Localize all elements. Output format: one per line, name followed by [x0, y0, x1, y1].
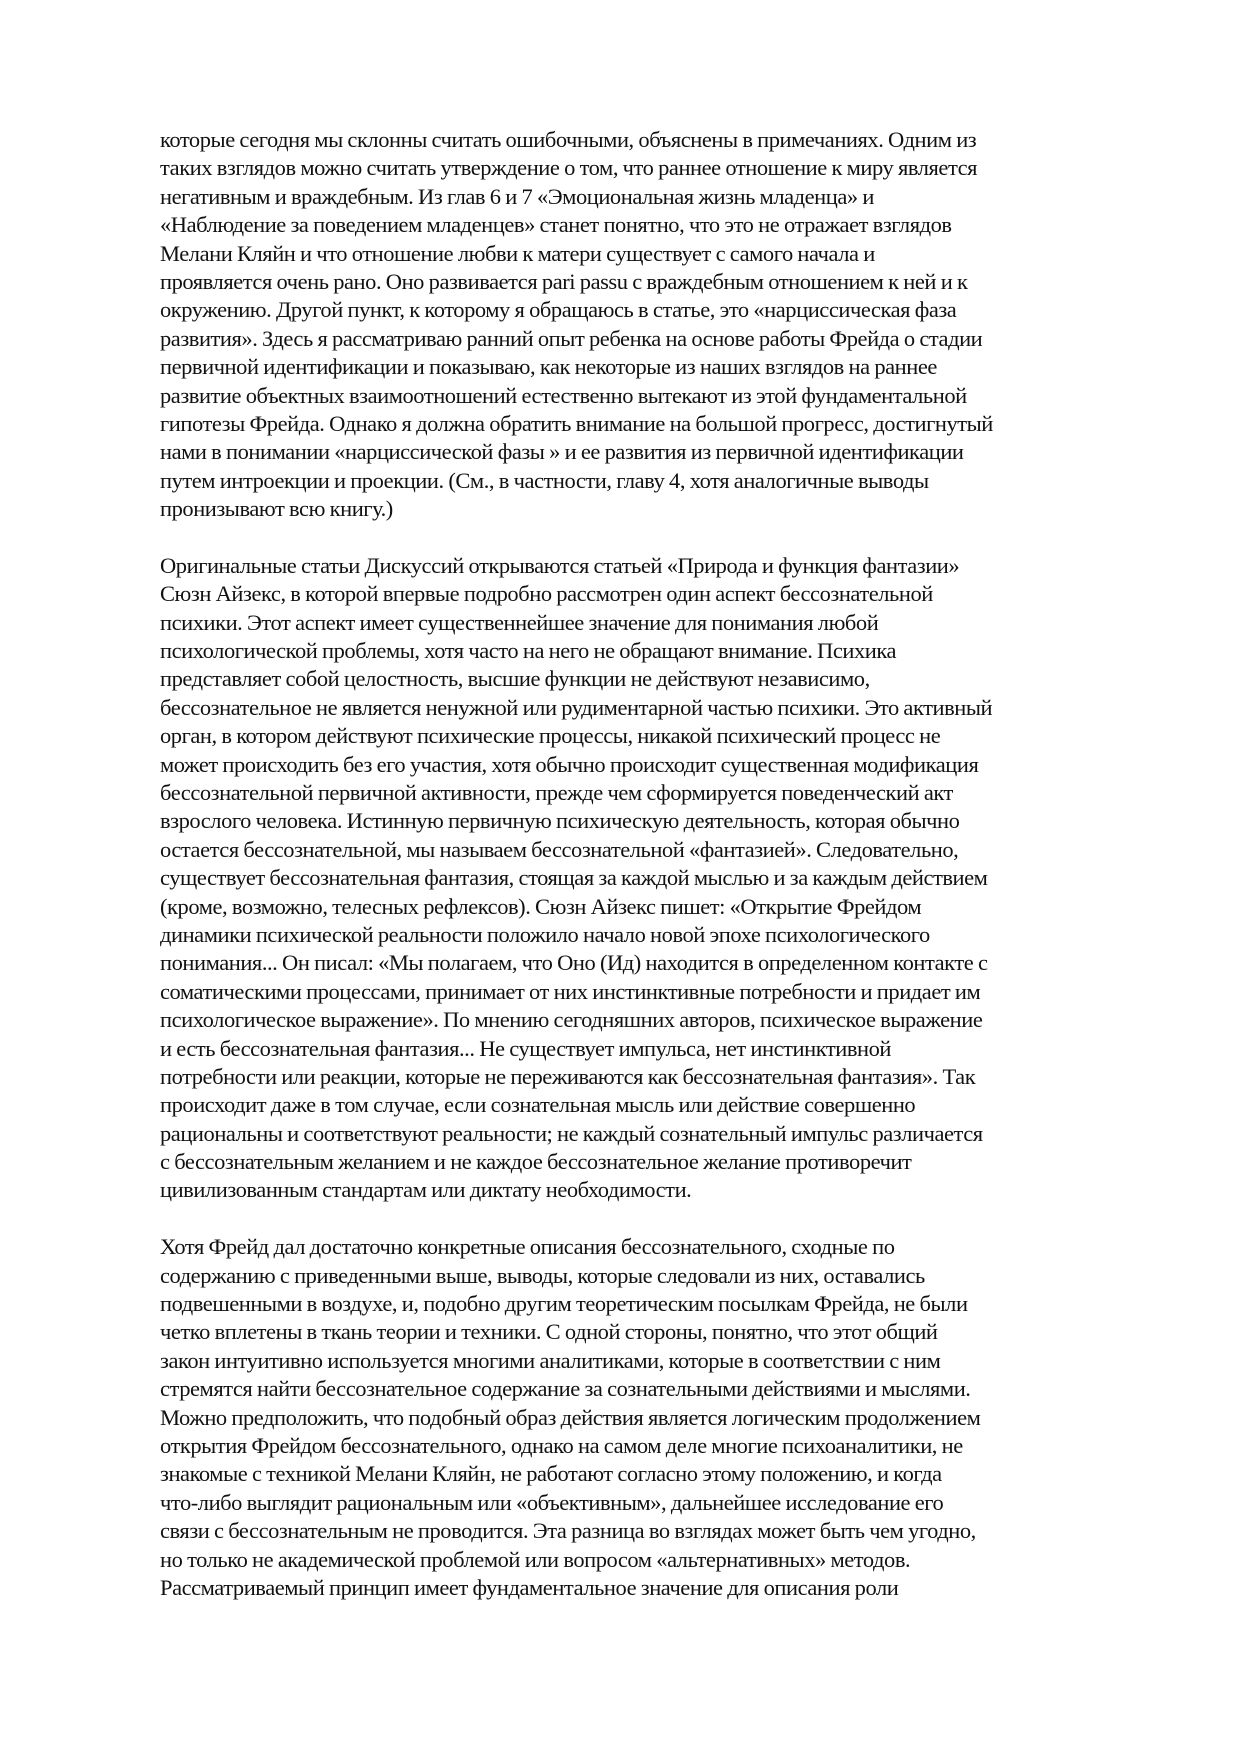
text-line: орган, в котором действуют психические процессы, никакой психический процесс не: [160, 723, 941, 749]
text-line: происходит даже в том случае, если сознательная мысль или действие совершенно: [160, 1092, 916, 1118]
text-line: «Наблюдение за поведением младенцев» станет понятно, что это не отражает взглядов: [160, 212, 952, 238]
text-line: может происходить без его участия, хотя обычно происходит существенная модификация: [160, 751, 979, 777]
text-line: но только не академической проблемой или вопросом «альтернативных» методов.: [160, 1546, 911, 1572]
text-line: Рассматриваемый принцип имеет фундаментальное значение для описания роли: [160, 1574, 899, 1600]
text-line: психологическое выражение». По мнению сегодняшних авторов, психическое выражение: [160, 1007, 983, 1033]
paragraph-1: [160, 126, 1080, 523]
text-line: психики. Этот аспект имеет существеннейшее значение для понимания любой: [160, 609, 879, 635]
text-line: закон интуитивно используется многими аналитиками, которые в соответствии с ним: [160, 1347, 941, 1373]
text-line: Мелани Кляйн и что отношение любви к матери существует с самого начала и: [160, 240, 875, 266]
text-line: Хотя Фрейд дал достаточно конкретные описания бессознательного, сходные по: [160, 1234, 895, 1260]
text-line: открытия Фрейдом бессознательного, однако на самом деле многие психоаналитики, не: [160, 1432, 963, 1458]
text-line: окружению. Другой пункт, к которому я обращаюсь в статье, это «нарциссическая фаза: [160, 297, 957, 323]
document-body: [160, 126, 1080, 1602]
text-line: стремятся найти бессознательное содержание за сознательными действиями и мыслями.: [160, 1376, 971, 1402]
text-line: нами в понимании «нарциссической фазы » и ее развития из первичной идентификации: [160, 439, 964, 465]
text-line: представляет собой целостность, высшие функции не действуют независимо,: [160, 666, 870, 692]
text-line: пронизывают всю книгу.): [160, 496, 393, 522]
text-line: содержанию с приведенными выше, выводы, которые следовали из них, оставались: [160, 1262, 925, 1288]
text-line: остается бессознательной, мы называем бессознательной «фантазией». Следовательно,: [160, 836, 959, 862]
text-line: соматическими процессами, принимает от них инстинктивные потребности и придает им: [160, 978, 981, 1004]
text-line: (кроме, возможно, телесных рефлексов). Сюзн Айзекс пишет: «Открытие Фрейдом: [160, 893, 922, 919]
text-line: с бессознательным желанием и не каждое бессознательное желание противоречит: [160, 1149, 912, 1175]
paragraph-gap: [160, 1205, 1080, 1233]
text-line: динамики психической реальности положило начало новой эпохе психологического: [160, 921, 930, 947]
text-line: подвешенными в воздухе, и, подобно другим теоретическим посылкам Фрейда, не были: [160, 1291, 968, 1317]
text-line: существует бессознательная фантазия, стоящая за каждой мыслью и за каждым действием: [160, 865, 988, 891]
text-line: Можно предположить, что подобный образ действия является логическим продолжением: [160, 1404, 981, 1430]
paragraph-2: [160, 552, 1080, 1205]
paragraph-gap: [160, 523, 1080, 551]
text-line: гипотезы Фрейда. Однако я должна обратить внимание на большой прогресс, достигнутый: [160, 410, 993, 436]
text-line: и есть бессознательная фантазия... Не существует импульса, нет инстинктивной: [160, 1035, 892, 1061]
text-line: потребности или реакции, которые не переживаются как бессознательная фантазия». Так: [160, 1063, 976, 1089]
text-line: развитие объектных взаимоотношений естественно вытекают из этой фундаментальной: [160, 382, 967, 408]
text-line: понимания... Он писал: «Мы полагаем, что Оно (Ид) находится в определенном контакте с: [160, 950, 988, 976]
text-line: бессознательное не является ненужной или рудиментарной частью психики. Это активный: [160, 694, 993, 720]
text-line: взрослого человека. Истинную первичную психическую деятельность, которая обычно: [160, 808, 960, 834]
paragraph-3: [160, 1233, 1080, 1602]
text-line: путем интроекции и проекции. (См., в частности, главу 4, хотя аналогичные выводы: [160, 467, 929, 493]
text-line: Сюзн Айзекс, в которой впервые подробно рассмотрен один аспект бессознательной: [160, 581, 933, 607]
text-line: знакомые с техникой Мелани Кляйн, не работают согласно этому положению, и когда: [160, 1461, 942, 1487]
text-line: четко вплетены в ткань теории и техники. С одной стороны, понятно, что этот общий: [160, 1319, 938, 1345]
text-line: негативным и враждебным. Из глав 6 и 7 «Эмоциональная жизнь младенца» и: [160, 183, 874, 209]
text-line: бессознательной первичной активности, прежде чем сформируется поведенческий акт: [160, 779, 953, 805]
text-line: рациональны и соответствуют реальности; не каждый сознательный импульс различается: [160, 1120, 983, 1146]
text-line: развития». Здесь я рассматриваю ранний опыт ребенка на основе работы Фрейда о стадии: [160, 325, 983, 351]
text-line: таких взглядов можно считать утверждение о том, что раннее отношение к миру является: [160, 155, 978, 181]
text-line: связи с бессознательным не проводится. Эта разница во взглядах может быть чем угодно,: [160, 1518, 976, 1544]
text-line: что-либо выглядит рациональным или «объективным», дальнейшее исследование его: [160, 1489, 944, 1515]
text-line: первичной идентификации и показываю, как некоторые из наших взглядов на раннее: [160, 354, 937, 380]
text-line: которые сегодня мы склонны считать ошибочными, объяснены в примечаниях. Одним из: [160, 127, 977, 152]
text-line: Оригинальные статьи Дискуссий открываются статьей «Природа и функция фантазии»: [160, 552, 960, 578]
text-line: проявляется очень рано. Оно развивается pari passu с враждебным отношением к ней и к: [160, 268, 968, 294]
text-line: цивилизованным стандартам или диктату необходимости.: [160, 1177, 692, 1203]
text-line: психологической проблемы, хотя часто на него не обращают внимание. Психика: [160, 638, 897, 664]
